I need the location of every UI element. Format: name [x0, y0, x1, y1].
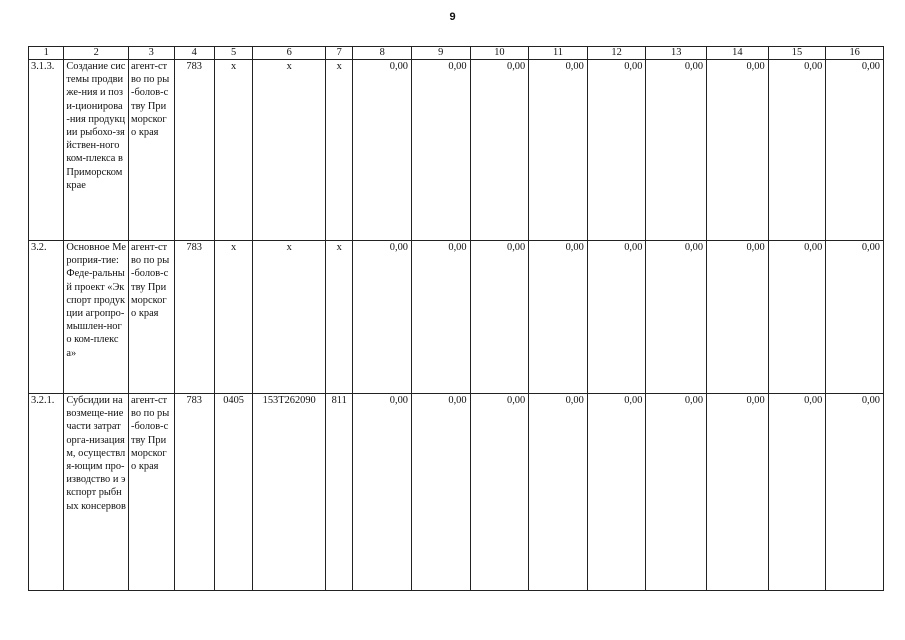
row-value: 0,00 [411, 394, 470, 591]
row-col5: x [214, 60, 252, 241]
row-value: 0,00 [768, 60, 826, 241]
header-cell: 14 [707, 47, 769, 60]
header-cell: 9 [411, 47, 470, 60]
row-value: 0,00 [826, 60, 884, 241]
row-value: 0,00 [529, 241, 588, 394]
row-value: 0,00 [529, 394, 588, 591]
row-value: 0,00 [707, 394, 769, 591]
row-code: 3.2. [29, 241, 64, 394]
row-code: 3.2.1. [29, 394, 64, 591]
row-value: 0,00 [768, 394, 826, 591]
row-col6: x [253, 241, 326, 394]
row-name: Основное Мероприя-тие: Феде-ральный проект «Экспорт продукции агропро-мышлен-ного ком-плекса» [64, 241, 129, 394]
row-value: 0,00 [470, 60, 529, 241]
row-col6: x [253, 60, 326, 241]
row-value: 0,00 [353, 60, 412, 241]
row-value: 0,00 [411, 60, 470, 241]
header-cell: 12 [587, 47, 646, 60]
header-cell: 15 [768, 47, 826, 60]
header-cell: 8 [353, 47, 412, 60]
table-row [29, 60, 884, 241]
header-cell: 11 [529, 47, 588, 60]
row-value: 0,00 [646, 241, 707, 394]
row-value: 0,00 [587, 241, 646, 394]
header-cell: 7 [326, 47, 353, 60]
table-row [29, 394, 884, 591]
row-name: Создание системы продвиже-ния и пози-ционирова-ния продукции рыбохо-зяйствен-ного ком-плекса в Приморском крае [64, 60, 129, 241]
row-col4: 783 [174, 60, 214, 241]
row-value: 0,00 [768, 241, 826, 394]
row-value: 0,00 [646, 394, 707, 591]
row-col7: x [326, 241, 353, 394]
header-cell: 4 [174, 47, 214, 60]
row-value: 0,00 [587, 394, 646, 591]
row-agency: агент-ство по ры-болов-ству Приморского края [129, 241, 174, 394]
header-cell: 3 [129, 47, 174, 60]
row-value: 0,00 [587, 60, 646, 241]
header-cell: 1 [29, 47, 64, 60]
row-col7: 811 [326, 394, 353, 591]
budget-table [28, 46, 884, 591]
table-row [29, 241, 884, 394]
row-col5: 0405 [214, 394, 252, 591]
row-col6: 153T262090 [253, 394, 326, 591]
row-value: 0,00 [470, 241, 529, 394]
row-col4: 783 [174, 394, 214, 591]
header-cell: 16 [826, 47, 884, 60]
row-value: 0,00 [353, 394, 412, 591]
row-value: 0,00 [707, 60, 769, 241]
row-code: 3.1.3. [29, 60, 64, 241]
row-name: Субсидии на возмеще-ние части затрат орга-низациям, осуществля-ющим про-изводство и экспорт рыбных консервов [64, 394, 129, 591]
header-cell: 5 [214, 47, 252, 60]
header-cell: 6 [253, 47, 326, 60]
row-agency: агент-ство по ры-болов-ству Приморского края [129, 394, 174, 591]
row-value: 0,00 [470, 394, 529, 591]
row-col7: x [326, 60, 353, 241]
row-value: 0,00 [826, 241, 884, 394]
row-col4: 783 [174, 241, 214, 394]
row-value: 0,00 [707, 241, 769, 394]
header-cell: 2 [64, 47, 129, 60]
row-agency: агент-ство по ры-болов-ству Приморского края [129, 60, 174, 241]
row-value: 0,00 [529, 60, 588, 241]
header-cell: 10 [470, 47, 529, 60]
row-value: 0,00 [646, 60, 707, 241]
row-value: 0,00 [411, 241, 470, 394]
row-value: 0,00 [826, 394, 884, 591]
row-value: 0,00 [353, 241, 412, 394]
row-col5: x [214, 241, 252, 394]
header-cell: 13 [646, 47, 707, 60]
page-number: 9 [449, 11, 456, 23]
header-row [29, 47, 884, 60]
